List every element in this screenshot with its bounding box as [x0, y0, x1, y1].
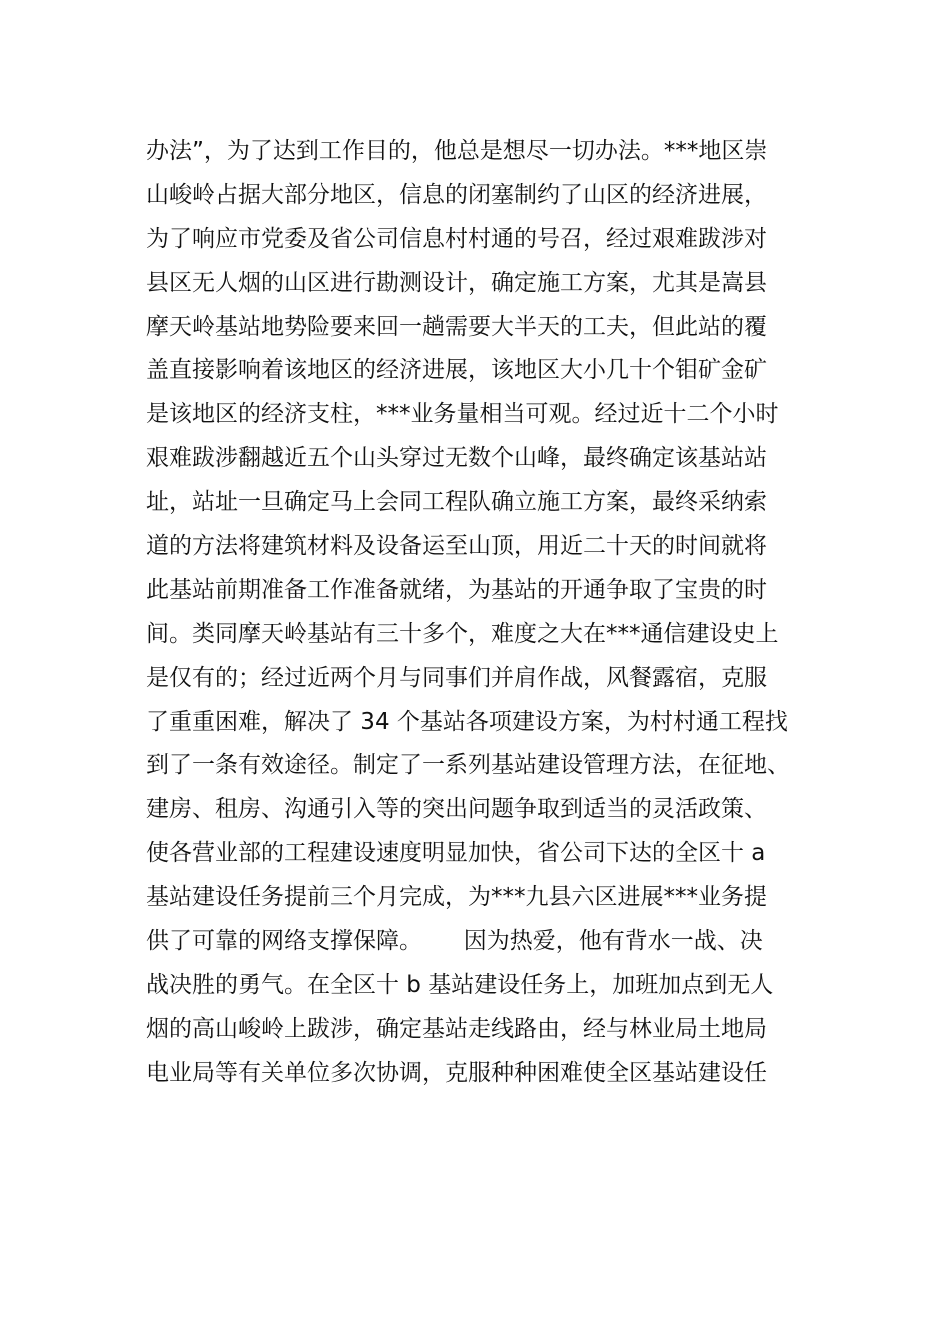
text-line: 摩天岭基站地势险要来回一趟需要大半天的工夫，但此站的覆: [146, 313, 767, 340]
text-line: 烟的高山峻岭上跋涉，确定基站走线路由，经与林业局土地局: [146, 1015, 767, 1042]
body-text: [146, 130, 826, 1096]
text-line: 战决胜的勇气。在全区十 b 基站建设任务上，加班加点到无人: [146, 971, 774, 998]
text-line: 县区无人烟的山区进行勘测设计，确定施工方案，尤其是嵩县: [146, 269, 767, 296]
text-line: 盖直接影响着该地区的经济进展，该地区大小几十个钼矿金矿: [146, 357, 767, 384]
text-line: 是仅有的；经过近两个月与同事们并肩作战，风餐露宿，克服: [146, 664, 767, 691]
text-line: 是该地区的经济支柱，***业务量相当可观。经过近十二个小时: [146, 401, 779, 428]
text-line: 间。类同摩天岭基站有三十多个，难度之大在***通信建设史上: [146, 620, 779, 647]
text-line: 山峻岭占据大部分地区，信息的闭塞制约了山区的经济进展，: [146, 181, 767, 208]
text-line: 了重重困难，解决了 34 个基站各项建设方案，为村村通工程找: [146, 708, 788, 735]
text-line: 基站建设任务提前三个月完成，为***九县六区进展***业务提: [146, 884, 767, 911]
text-line: 址，站址一旦确定马上会同工程队确立施工方案，最终采纳索: [146, 489, 767, 516]
text-line: 艰难跋涉翻越近五个山头穿过无数个山峰，最终确定该基站站: [146, 445, 767, 472]
text-line: 办法”，为了达到工作目的，他总是想尽一切办法。***地区崇: [146, 138, 768, 164]
text-line: 电业局等有关单位多次协调，克服种种困难使全区基站建设任: [146, 1059, 767, 1086]
text-line: 道的方法将建筑材料及设备运至山顶，用近二十天的时间就将: [146, 533, 767, 560]
text-line: 使各营业部的工程建设速度明显加快，省公司下达的全区十 a: [146, 840, 766, 867]
text-line: 为了响应市党委及省公司信息村村通的号召，经过艰难跋涉对: [146, 225, 767, 252]
text-line: 建房、租房、沟通引入等的突出问题争取到适当的灵活政策、: [146, 796, 767, 823]
text-line: 此基站前期准备工作准备就绪，为基站的开通争取了宝贵的时: [146, 576, 767, 603]
text-line: 供了可靠的网络支撑保障。 因为热爱，他有背水一战、决: [146, 928, 763, 955]
text-line: 到了一条有效途径。制定了一系列基站建设管理方法，在征地、: [146, 752, 790, 779]
